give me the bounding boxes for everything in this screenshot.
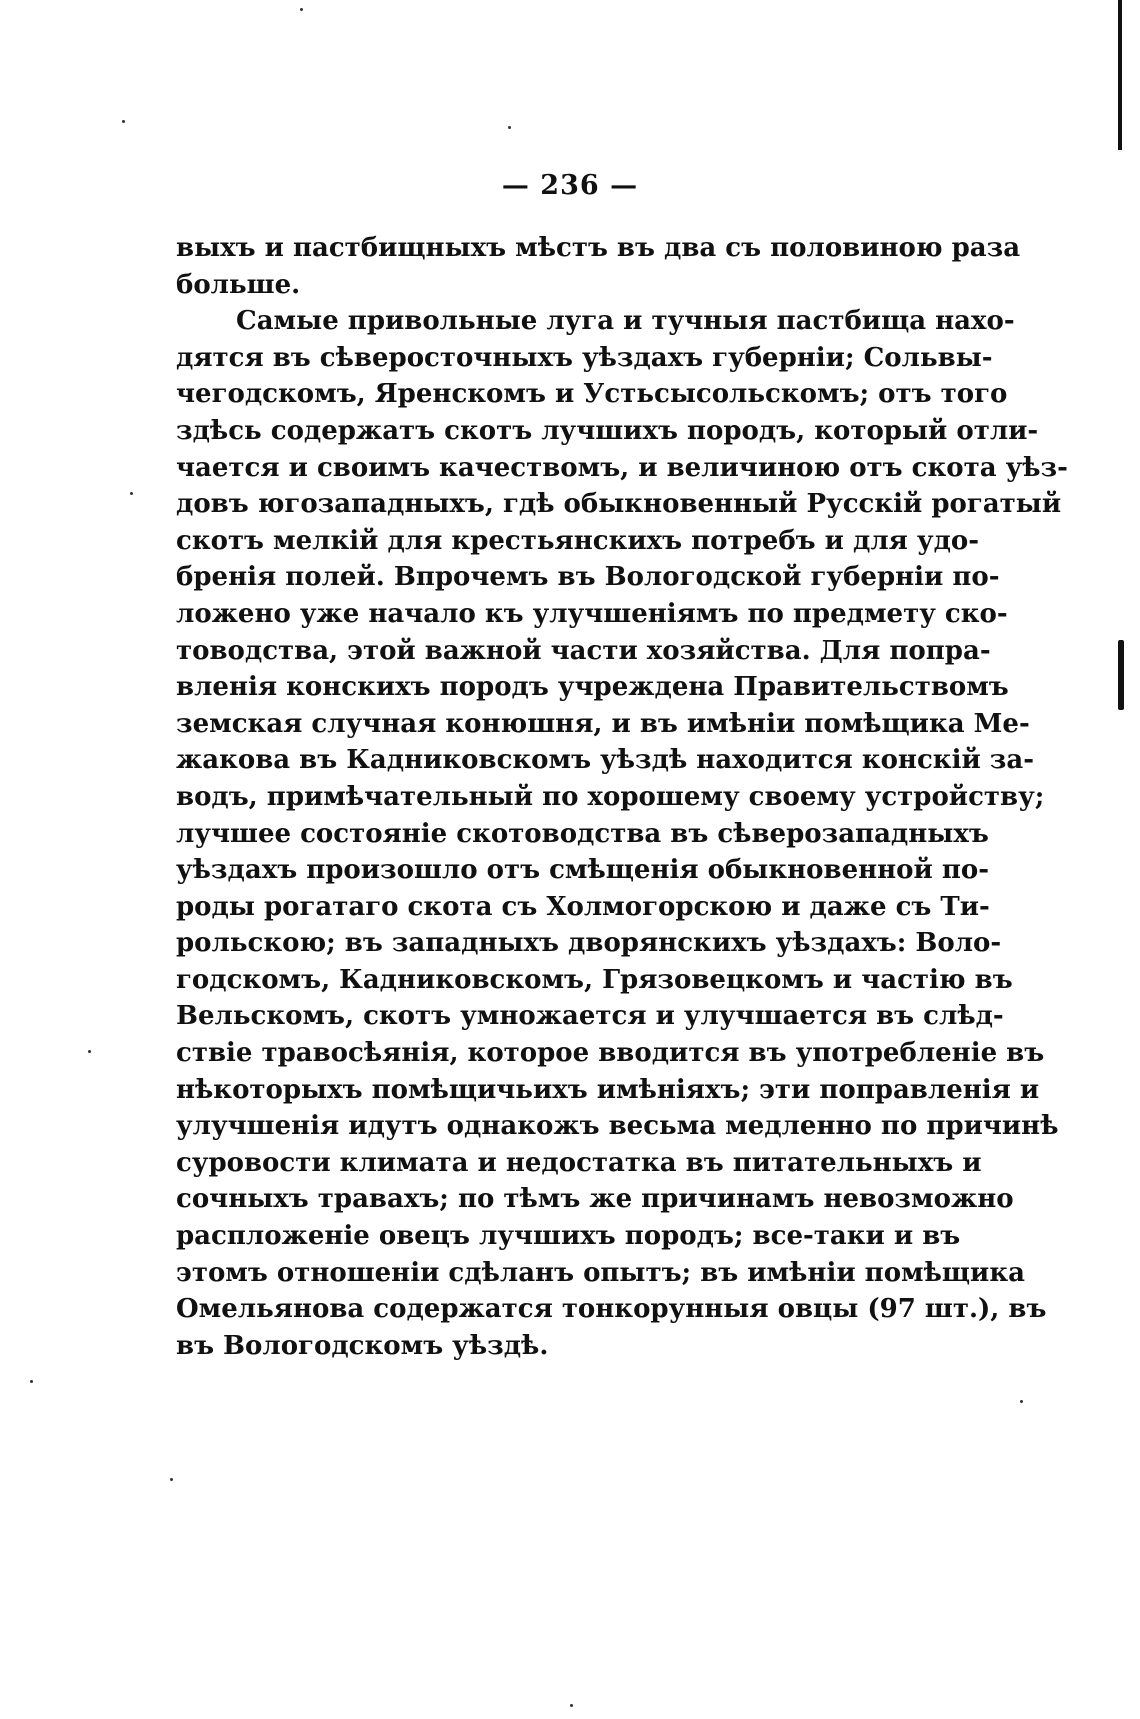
text-line: товодства, этой важной части хозяйства. Для попра-: [176, 635, 991, 666]
text-line: распложеніе овецъ лучшихъ породъ; все-таки и въ: [176, 1221, 961, 1252]
body-text: [176, 230, 1068, 1364]
speck: [508, 126, 511, 129]
text-line: земская случная конюшня, и въ имѣніи помѣщика Ме-: [176, 708, 1030, 739]
text-line: ствіе травосѣянія, которое вводится въ употребленіе въ: [176, 1038, 1045, 1069]
text-line: улучшенія идутъ однакожъ весьма медленно по причинѣ: [176, 1111, 1059, 1142]
text-line: довъ югозападныхъ, гдѣ обыкновенный Русскій рогатый: [176, 489, 1062, 520]
text-line: жакова въ Кадниковскомъ уѣздѣ находится конскій за-: [176, 745, 1035, 776]
speck: [1020, 1400, 1023, 1403]
text-line: чегодскомъ, Яренскомъ и Устьсысольскомъ; отъ того: [176, 379, 1008, 410]
text-line: выхъ и пастбищныхъ мѣстъ въ два съ половиною раза: [176, 233, 1021, 263]
text-line: скотъ мелкій для крестьянскихъ потребъ и для удо-: [176, 525, 980, 556]
speck: [170, 1478, 173, 1481]
text-line: больше.: [176, 269, 301, 300]
text-line: въ Вологодскомъ уѣздѣ.: [176, 1330, 549, 1361]
speck: [122, 120, 125, 123]
text-line: уѣздахъ произошло отъ смѣщенія обыкновенной по-: [176, 855, 990, 886]
text-line: Омельянова содержатся тонкорунныя овцы (97 шт.), въ: [176, 1294, 1047, 1325]
text-line: суровости климата и недостатка въ питательныхъ и: [176, 1147, 982, 1178]
text-line: дятся въ сѣверосточныхъ уѣздахъ губерніи; Сольвы-: [176, 342, 993, 373]
text-line: чается и своимъ качествомъ, и величиною отъ скота уѣз-: [176, 452, 1068, 483]
text-line: этомъ отношеніи сдѣланъ опытъ; въ имѣніи помѣщика: [176, 1257, 1025, 1288]
text-line: здѣсь содержатъ скотъ лучшихъ породъ, который отли-: [176, 415, 1039, 446]
text-line: Самые привольные луга и тучныя пастбища нахо-: [236, 306, 1015, 337]
page-edge-mark: [1118, 640, 1124, 710]
speck: [130, 492, 133, 495]
text-line: лучшее состояніе скотоводства въ сѣверозападныхъ: [176, 818, 989, 849]
speck: [300, 8, 303, 11]
speck: [30, 1380, 33, 1383]
text-line: Вельскомъ, скотъ умножается и улучшается въ слѣд-: [176, 1001, 1004, 1032]
text-line: рольскою; въ западныхъ дворянскихъ уѣздахъ: Воло-: [176, 928, 1002, 959]
speck: [88, 1050, 91, 1053]
text-line: сочныхъ травахъ; по тѣмъ же причинамъ невозможно: [176, 1184, 1014, 1215]
text-line: бренія полей. Впрочемъ въ Вологодской губерніи по-: [176, 562, 1000, 593]
speck: [570, 1704, 573, 1707]
text-line: вленія конскихъ породъ учреждена Правительствомъ: [176, 672, 1009, 703]
text-line: роды рогатаго скота съ Холмогорскою и даже съ Ти-: [176, 891, 990, 922]
text-line: годскомъ, Кадниковскомъ, Грязовецкомъ и частію въ: [176, 964, 1013, 995]
text-line: нѣкоторыхъ помѣщичьихъ имѣніяхъ; эти поправленія и: [176, 1074, 1040, 1105]
text-line: водъ, примѣчательный по хорошему своему устройству;: [176, 781, 1045, 812]
page-edge-mark: [1118, 0, 1122, 150]
text-line: ложено уже начало къ улучшеніямъ по предмету ско-: [176, 598, 1008, 629]
page-number: — 236 —: [501, 170, 639, 201]
